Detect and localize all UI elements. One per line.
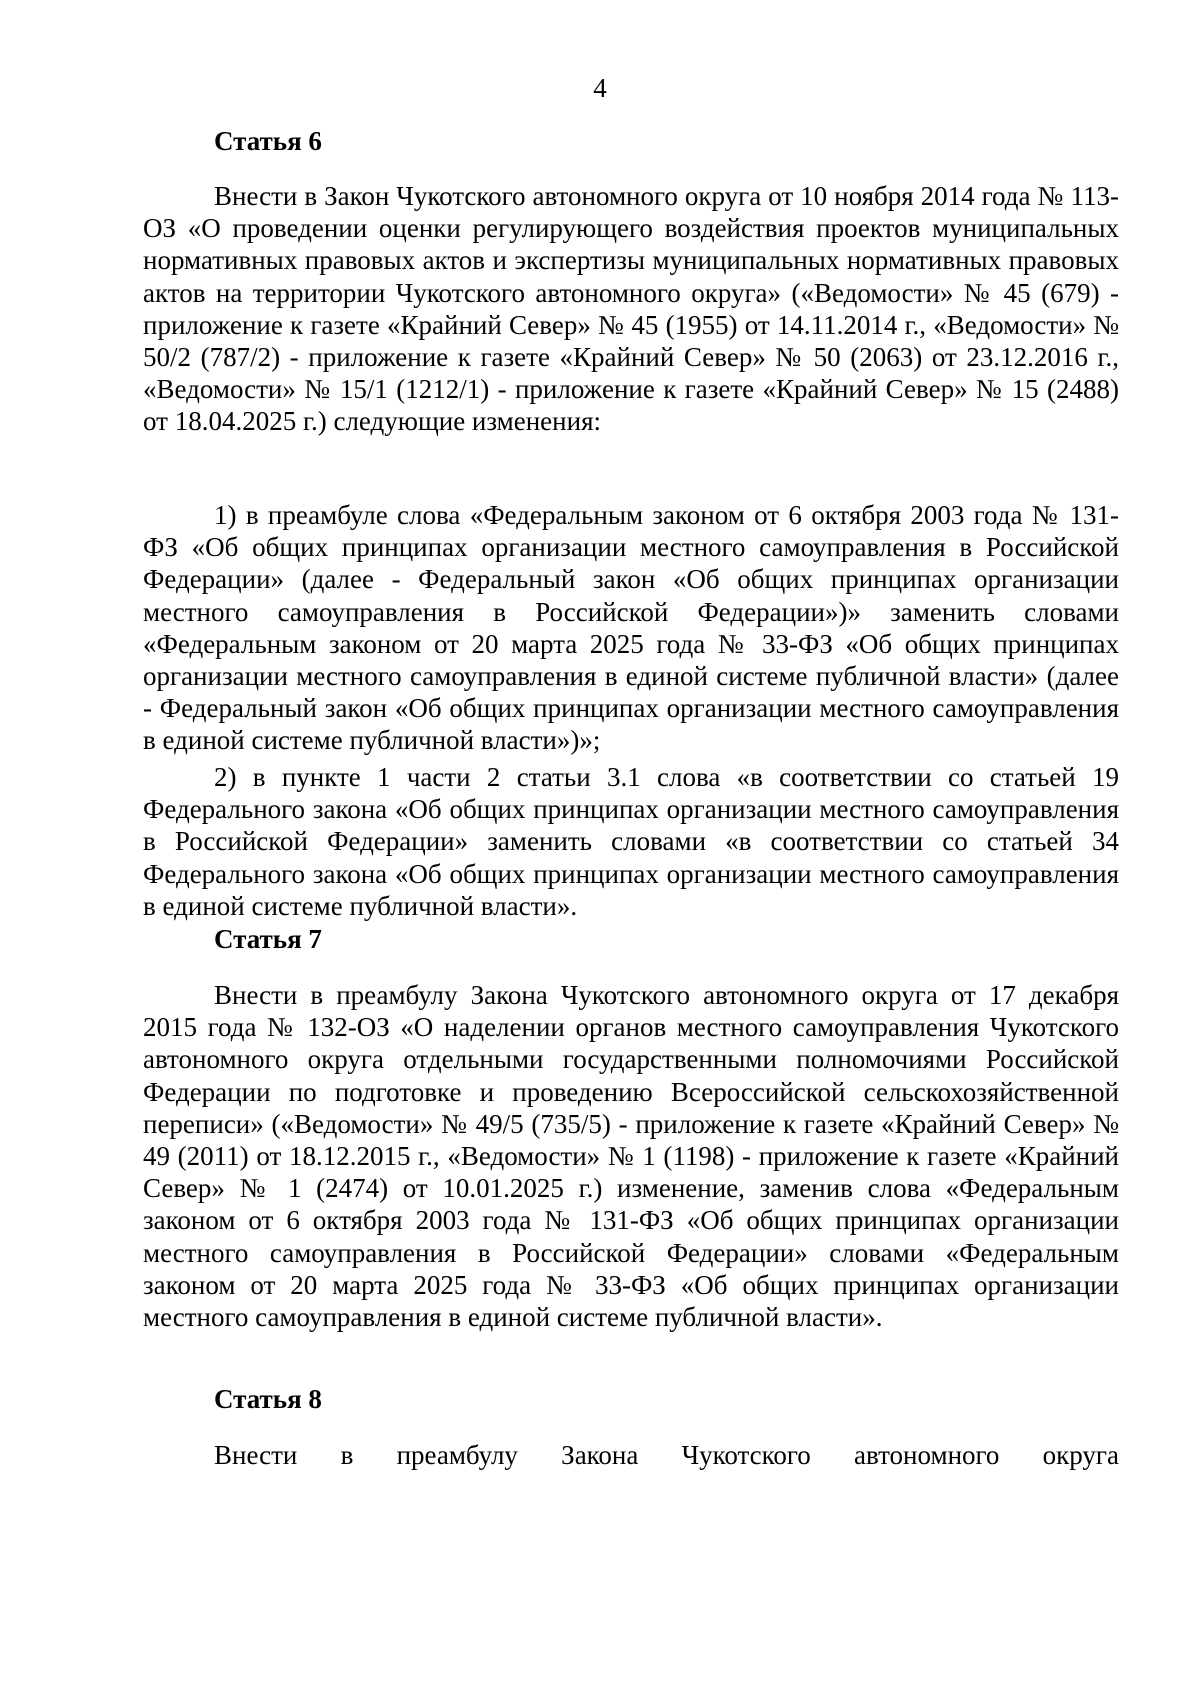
article-6-heading: Статья 6 xyxy=(214,126,322,156)
article-6-item-1-paragraph: 1) в преамбуле слова «Федеральным законом от 6 октября 2003 года № 131-ФЗ «Об общих принципах организации местного самоуправления в Российской Федерации» (далее - Федеральный закон «Об общих принципах организации местного самоуправления в Российской Федерации»)» заменить словами «Федеральным законом от 20 марта 2025 года № 33-ФЗ «Об общих принципах организации местного самоуправления в единой системе публичной власти» (далее - Федеральный закон «Об общих принципах организации местного самоуправления в единой системе публичной власти»)»; xyxy=(143,500,1119,756)
page-number: 4 xyxy=(593,73,607,103)
article-8-heading: Статья 8 xyxy=(214,1384,322,1414)
article-7-heading: Статья 7 xyxy=(214,924,322,954)
article-6-item-2-paragraph: 2) в пункте 1 части 2 статьи 3.1 слова «в соответствии со статьей 19 Федерального закона «Об общих принципах организации местного самоуправления в Российской Федерации» заменить словами «в соответствии со статьей 34 Федерального закона «Об общих принципах организации местного самоуправления в единой системе публичной власти». xyxy=(143,762,1119,921)
article-6-intro-paragraph: Внести в Закон Чукотского автономного округа от 10 ноября 2014 года № 113-ОЗ «О проведении оценки регулирующего воздействия проектов муниципальных нормативных правовых актов и экспертизы муниципальных нормативных правовых актов на территории Чукотского автономного округа» («Ведомости» № 45 (679) - приложение к газете «Крайний Север» № 45 (1955) от 14.11.2014 г., «Ведомости» № 50/2 (787/2) - приложение к газете «Крайний Север» № 50 (2063) от 23.12.2016 г., «Ведомости» № 15/1 (1212/1) - приложение к газете «Крайний Север» № 15 (2488) от 18.04.2025 г.) следующие изменения: xyxy=(143,181,1119,437)
article-8-paragraph: Внести в преамбулу Закона Чукотского автономного округа xyxy=(214,1440,1119,1470)
article-7-paragraph: Внести в преамбулу Закона Чукотского автономного округа от 17 декабря 2015 года № 132-ОЗ «О наделении органов местного самоуправления Чукотского автономного округа отдельными государственными полномочиями Российской Федерации по подготовке и проведению Всероссийской сельскохозяйственной переписи» («Ведомости» № 49/5 (735/5) - приложение к газете «Крайний Север» № 49 (2011) от 18.12.2015 г., «Ведомости» № 1 (1198) - приложение к газете «Крайний Север» № 1 (2474) от 10.01.2025 г.) изменение, заменив слова «Федеральным законом от 6 октября 2003 года № 131-ФЗ «Об общих принципах организации местного самоуправления в Российской Федерации» словами «Федеральным законом от 20 марта 2025 года № 33-ФЗ «Об общих принципах организации местного самоуправления в единой системе публичной власти». xyxy=(143,980,1119,1333)
